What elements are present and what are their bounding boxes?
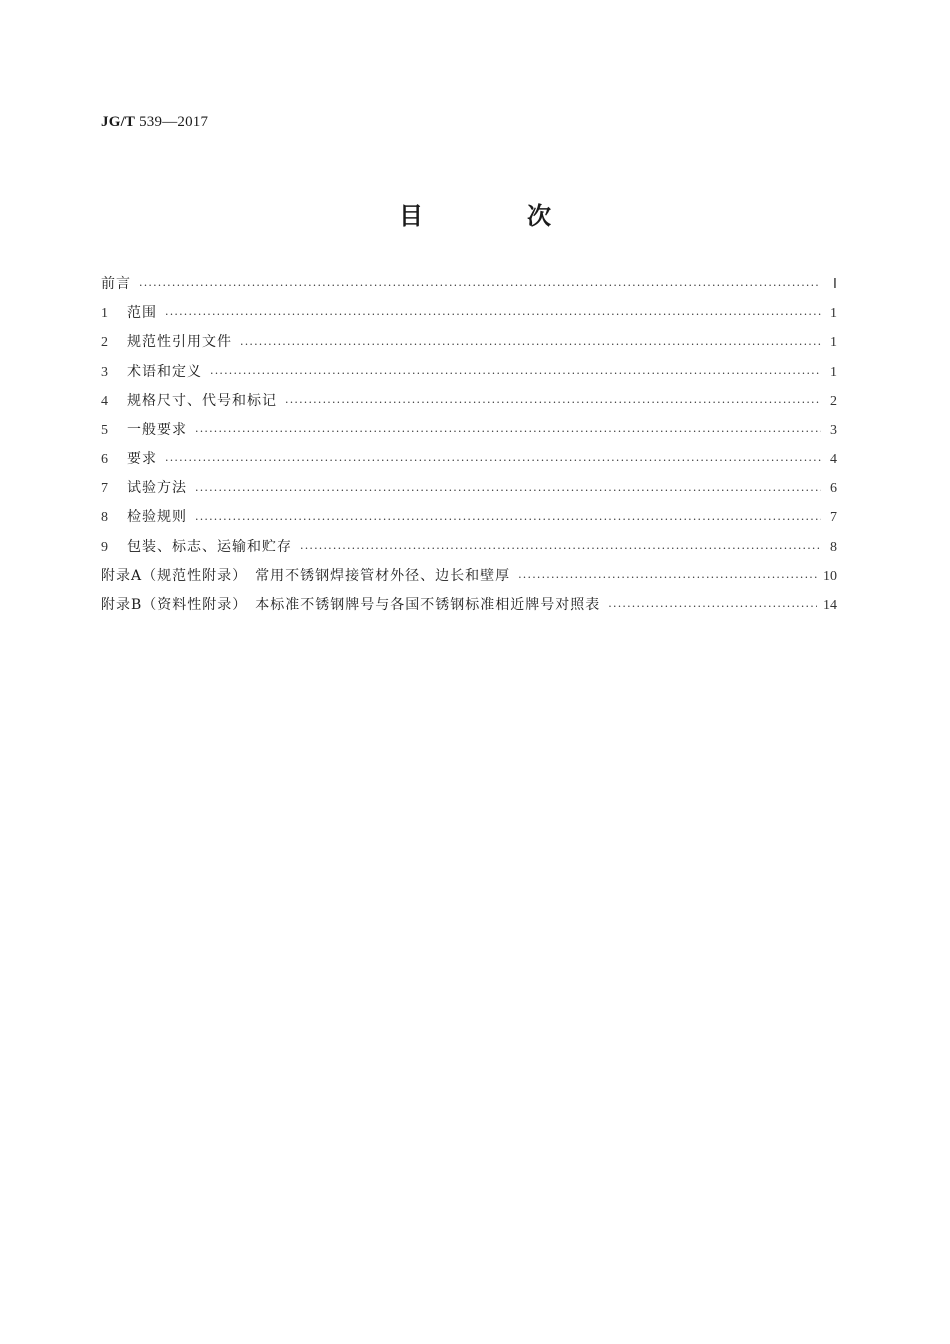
toc-entry-specifications[interactable] (101, 387, 837, 416)
toc-entry-page: 4 (830, 452, 837, 468)
page-title: 目 次 (399, 202, 591, 230)
toc-leader-dots (195, 419, 821, 445)
toc-entry-page: 1 (830, 335, 837, 351)
toc-leader-dots (608, 594, 817, 620)
toc-leader-dots (285, 390, 821, 416)
toc-entry-page: 2 (830, 393, 837, 409)
table-of-contents (101, 270, 837, 620)
standard-code (101, 114, 208, 131)
toc-entry-label: 包装、标志、运输和贮存 (127, 538, 292, 555)
toc-entry-label: 规范性引用文件 (127, 334, 232, 351)
toc-entry-inspection-rules[interactable] (101, 504, 837, 533)
toc-entry-label: 检验规则 (127, 509, 187, 526)
toc-leader-dots (300, 536, 821, 562)
toc-leader-dots (165, 448, 821, 474)
toc-entry-page: 3 (830, 422, 837, 438)
toc-entry-page: 14 (823, 598, 837, 614)
toc-entry-number: 4 (101, 393, 108, 409)
toc-leader-dots (518, 565, 817, 591)
toc-entry-appendix-b[interactable] (101, 591, 837, 620)
toc-entry-page: Ⅰ (832, 276, 837, 292)
toc-entry-label: 附录B（资料性附录） 本标准不锈钢牌号与各国不锈钢标准相近牌号对照表 (101, 597, 601, 614)
toc-entry-label: 规格尺寸、代号和标记 (127, 392, 277, 409)
toc-entry-appendix-a[interactable] (101, 562, 837, 591)
toc-entry-test-methods[interactable] (101, 474, 837, 503)
toc-entry-requirements[interactable] (101, 445, 837, 474)
toc-entry-number: 3 (101, 364, 108, 380)
toc-leader-dots (195, 478, 821, 504)
toc-entry-label: 试验方法 (127, 480, 187, 497)
toc-entry-label: 前言 (101, 275, 131, 292)
toc-entry-page: 10 (823, 568, 837, 584)
standard-number: 539—2017 (139, 114, 209, 130)
toc-entry-number: 9 (101, 539, 108, 555)
toc-entry-number: 7 (101, 481, 108, 497)
standard-prefix: JG/T (101, 114, 136, 130)
toc-entry-number: 8 (101, 510, 108, 526)
toc-leader-dots (139, 273, 821, 299)
toc-leader-dots (195, 507, 821, 533)
toc-entry-terms-definitions[interactable] (101, 358, 837, 387)
toc-entry-number: 1 (101, 306, 108, 322)
toc-entry-label: 范围 (127, 305, 157, 322)
toc-entry-number: 2 (101, 335, 108, 351)
toc-entry-label: 要求 (127, 451, 157, 468)
toc-entry-label: 一般要求 (127, 421, 187, 438)
toc-entry-page: 6 (830, 481, 837, 497)
toc-entry-general-requirements[interactable] (101, 416, 837, 445)
toc-entry-normative-references[interactable] (101, 328, 837, 357)
toc-entry-page: 7 (830, 510, 837, 526)
toc-entry-label: 附录A（规范性附录） 常用不锈钢焊接管材外径、边长和壁厚 (101, 567, 511, 584)
toc-entry-page: 1 (830, 306, 837, 322)
toc-leader-dots (240, 332, 821, 358)
toc-entry-number: 6 (101, 452, 108, 468)
toc-leader-dots (165, 302, 821, 328)
toc-entry-packaging[interactable] (101, 533, 837, 562)
toc-entry-foreword[interactable] (101, 270, 837, 299)
toc-leader-dots (210, 361, 821, 387)
toc-entry-scope[interactable] (101, 299, 837, 328)
toc-entry-label: 术语和定义 (127, 363, 202, 380)
toc-entry-page: 1 (830, 364, 837, 380)
toc-entry-number: 5 (101, 422, 108, 438)
toc-entry-page: 8 (830, 539, 837, 555)
